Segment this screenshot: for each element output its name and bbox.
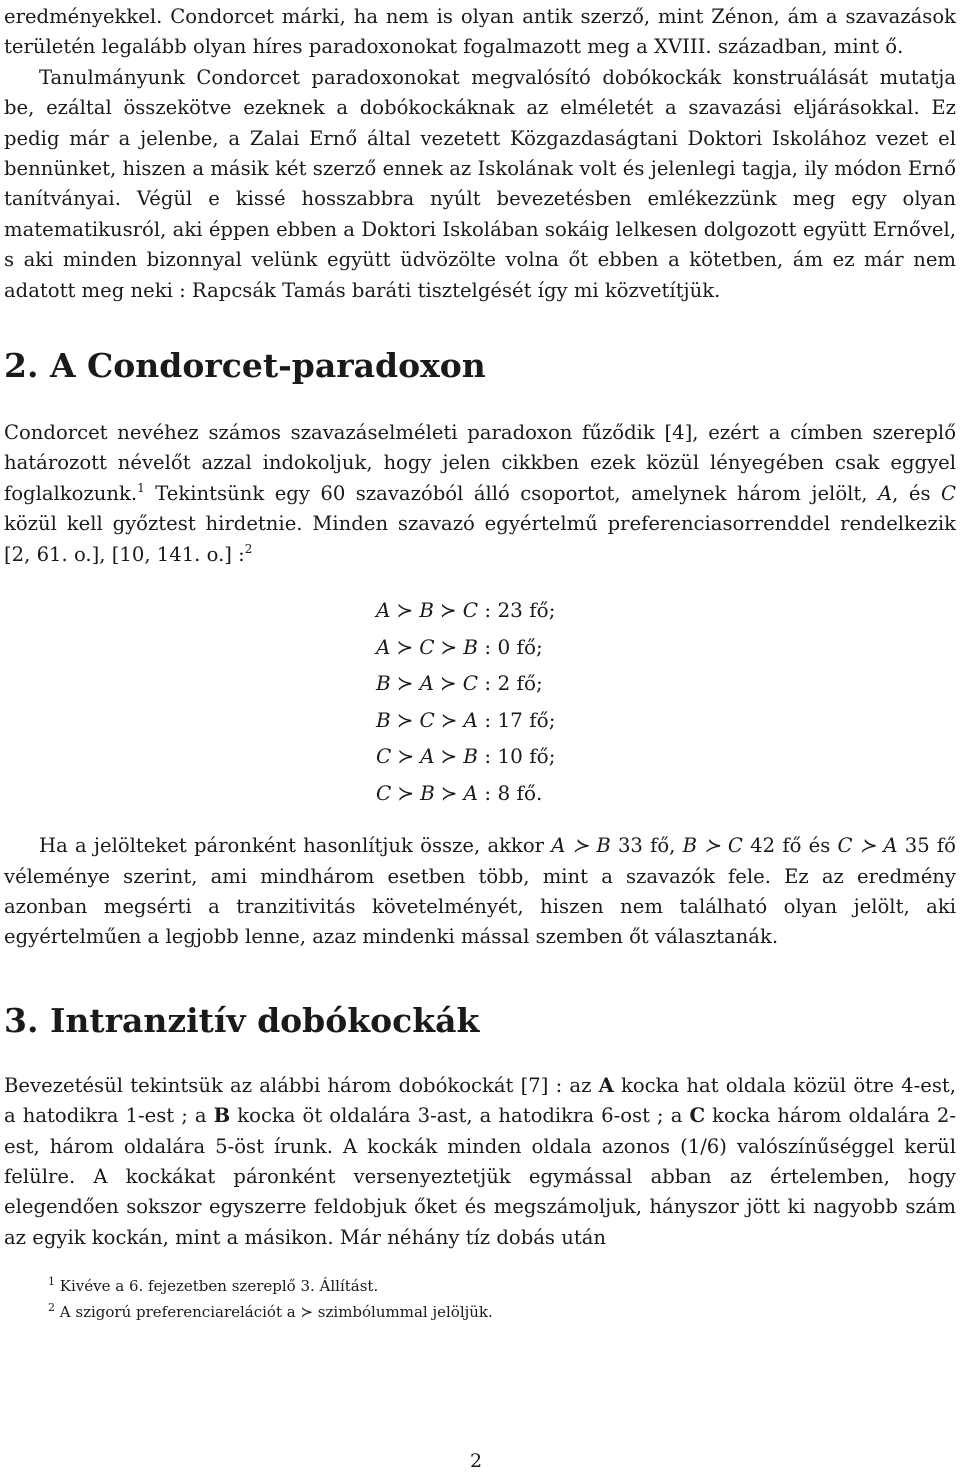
preference-row: B ≻ C ≻ A : 17 fő; — [376, 707, 556, 732]
preference-row: A ≻ C ≻ B : 0 fő; — [376, 634, 543, 659]
footnote-1: $^1$ Kivéve a 6. fejezetben szereplő 3. Állítást. — [48, 1275, 379, 1296]
intro-paragraph-2: Tanulmányunk Condorcet paradoxonokat megvalósító dobókockák konstruálását mutatja be, ezáltal összekötve ezeknek a dobókockáknak az elméletét a szavazási eljárásokkal. Ez pedig már a jelenbe, a Zalai Ernő által vezetett Közgazdaságtani Doktori Iskolához vezet el bennünket, hiszen a másik két szerző ennek az Iskolának volt és jelenlegi tagja, ily módon Ernő tanítványai. Végül e kissé hosszabbra nyúlt bevezetésben emlékezzünk meg egy olyan matematikusról, aki éppen ebben a Doktori Iskolában sokáig lelkesen dolgozott együtt Ernővel, s aki minden bizonnyal velünk együtt üdvözölte volna őt ebben a kötetben, ám ez már nem adatott meg neki : Rapcsák Tamás baráti tisztelgését így mi közvetítjük. — [4, 65, 956, 302]
preference-row: A ≻ B ≻ C : 23 fő; — [376, 598, 556, 623]
section-2-heading: 2. A Condorcet-paradoxon — [4, 346, 486, 386]
section-3-heading: 3. Intranzitív dobókockák — [4, 1000, 480, 1040]
preference-row: C ≻ A ≻ B : 10 fő; — [376, 744, 556, 769]
preference-row: C ≻ B ≻ A : 8 fő. — [376, 780, 543, 805]
footnote-ref-1[interactable]: 1 — [137, 480, 145, 495]
document-page — [4, 0, 956, 1325]
preference-list — [376, 592, 956, 811]
page-number: 2 — [469, 1450, 483, 1472]
intro-paragraph-1: eredményekkel. Condorcet márki, ha nem is olyan antik szerző, mint Zénon, ám a szavazások területén legalább olyan híres paradoxonokat fogalmazott meg a XVIII. században, mint ő. — [4, 5, 956, 59]
section-2-paragraph-2: Ha a jelölteket páronként hasonlítjuk össze, akkor A ≻ B 33 fő, B ≻ C 42 fő és C ≻ A 35 fő véleménye szerint, ami mindhárom esetben több, mint a szavazók fele. Ez az eredmény azonban megsérti a tranzitivitás követelményét, hiszen nem található olyan jelölt, aki egyértelműen a legjobb lenne, azaz mindenki mással szemben őt választanák. — [4, 834, 956, 949]
section-2-paragraph-1: Condorcet nevéhez számos szavazáselméleti paradoxon fűződik [4], ezért a címben szereplő határozott névelőt azzal indokoljuk, hogy jelen cikkben ezek közül lényegében csak eggyel foglalkozunk.$^1$ Tekintsünk egy 60 szavazóból álló csoportot, amelynek három jelölt, A, és C közül kell győztest hirdetnie. Minden szavazó egyértelmű preferenciasorrenddel rendelkezik [2, 61. o.], [10, 141. o.] :$^2$ — [4, 421, 956, 566]
preference-row: B ≻ A ≻ C : 2 fő; — [376, 671, 543, 696]
section-3-paragraph-1: Bevezetésül tekintsük az alábbi három dobókockát [7] : az A kocka hat oldala közül ötre 4-est, a hatodikra 1-est ; a B kocka öt oldalára 3-ast, a hatodikra 6-ost ; a C kocka három oldalára 2-est, három oldalára 5-öst írunk. A kockák minden oldala azonos (1/6) valószínűséggel kerül felülre. A kockákat páronként versenyeztetjük egymással abban az értelemben, hogy elegendően sokszor egyszerre feldobjuk őket és megszámoljuk, hányszor jött ki nagyobb szám az egyik kockán, mint a másikon. Már néhány tíz dobás után — [4, 1073, 956, 1249]
footnote-ref-2[interactable]: 2 — [244, 541, 253, 556]
footnote-2: $^2$ A szigorú preferenciarelációt a ≻ szimbólummal jelöljük. — [48, 1301, 493, 1322]
footnotes — [4, 1273, 956, 1325]
